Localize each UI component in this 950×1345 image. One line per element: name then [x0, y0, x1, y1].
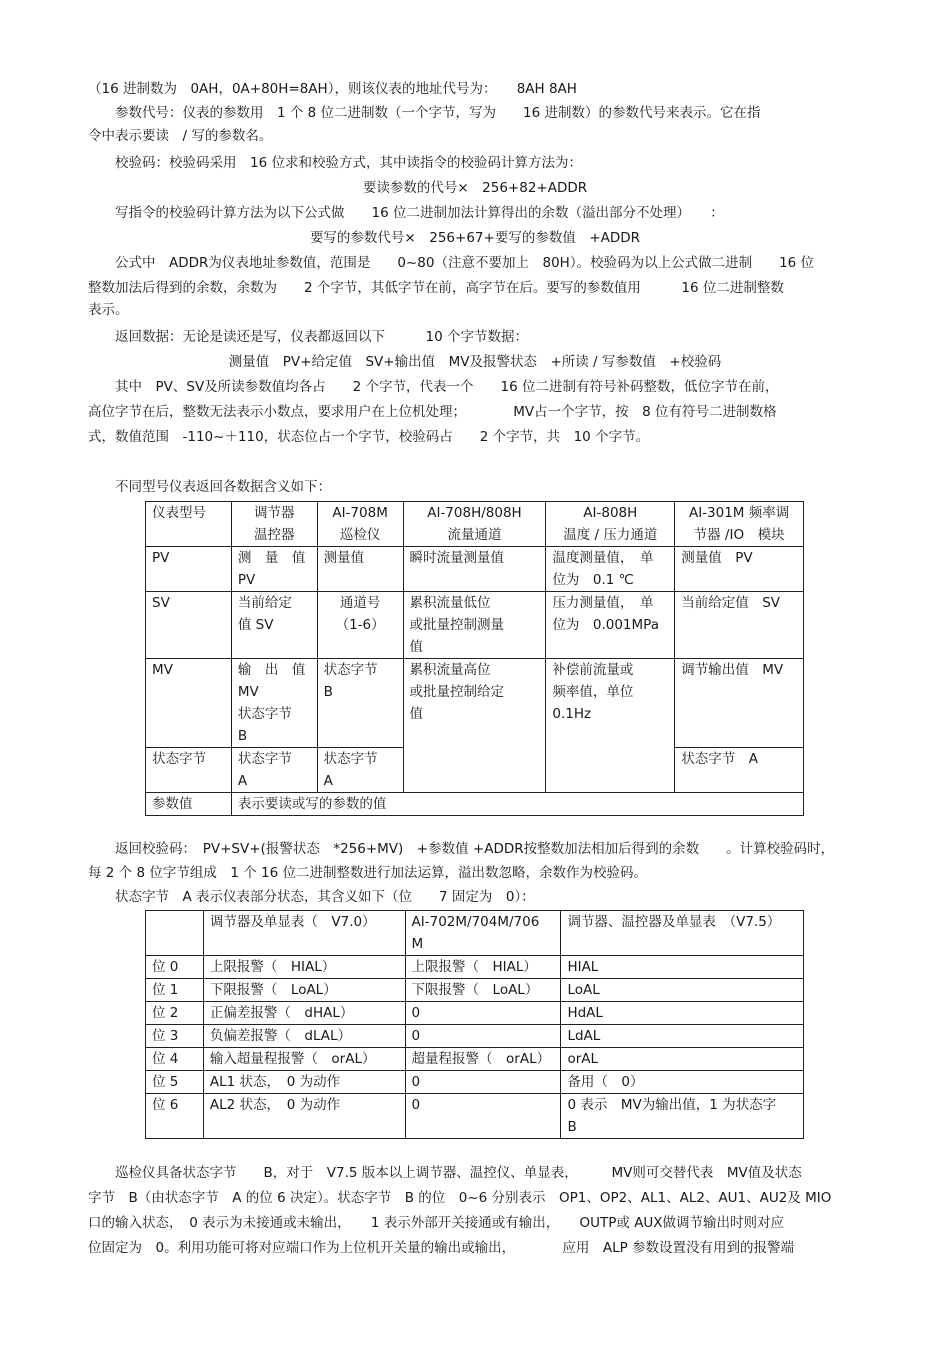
text-line: （16 进制数为 0AH，0A+80H=8AH），则该仪表的地址代号为： 8AH 8AH [88, 81, 577, 97]
table-cell: 下限报警（ LoAL） [405, 979, 561, 1002]
table-cell: 上限报警（ HIAL） [405, 956, 561, 979]
table-cell: SV [146, 592, 232, 659]
table-cell: 状态字节 A [317, 748, 403, 793]
table-cell: PV [146, 547, 232, 592]
text-line: 公式中 ADDR为仪表地址参数值，范围是 0~80（注意不要加上 80H）。校验码为以上公式做二进制 16 位 [88, 255, 815, 271]
instrument-data-table [145, 501, 804, 816]
table-row [146, 1071, 804, 1094]
table-cell: 位 0 [146, 956, 204, 979]
table-row [146, 1025, 804, 1048]
table-cell: 状态字节 [146, 748, 232, 793]
text-line: 返回数据：无论是读还是写，仪表都返回以下 10 个字节数据： [88, 329, 528, 345]
table-header-row [146, 502, 804, 547]
formula-read: 要读参数的代号× 256+82+ADDR [362, 180, 588, 196]
text-line: 写指令的校验码计算方法为以下公式做 16 位二进制加法计算得出的余数（溢出部分不处理） ： [88, 205, 724, 221]
table-cell: 状态字节 B [317, 659, 403, 748]
table2-caption: 状态字节 A 表示仪表部分状态，其含义如下（位 7 固定为 0）： [88, 889, 535, 905]
text-line: 位固定为 0。利用功能可将对应端口作为上位机开关量的输出或输出， 应用 ALP 参数设置没有用到的报警端 [88, 1240, 795, 1256]
table-cell: 调节器 温控器 [231, 502, 317, 547]
table-cell: 表示要读或写的参数的值 [231, 793, 803, 816]
table-row [146, 793, 804, 816]
text-line: 表示。 [88, 302, 129, 318]
table-cell: AI-808H 温度 / 压力通道 [546, 502, 675, 547]
table-cell: 位 6 [146, 1094, 204, 1139]
table-cell: 0 [405, 1002, 561, 1025]
text-line: 高位字节在后，整数无法表示小数点，要求用户在上位机处理； MV占一个字节，按 8 位有符号二进制数格 [88, 404, 777, 420]
table-row [146, 956, 804, 979]
table-cell: MV [146, 659, 232, 748]
table-header-row [146, 911, 804, 956]
table-cell: 温度测量值， 单 位为 0.1 ℃ [546, 547, 675, 592]
table-cell: 调节器及单显表（ V7.0） [203, 911, 405, 956]
status-byte-a-table [145, 910, 804, 1139]
table-cell: 瞬时流量测量值 [403, 547, 546, 592]
table-cell: 通道号 （1-6） [317, 592, 403, 659]
return-data-format: 测量值 PV+给定值 SV+输出值 MV及报警状态 +所读 / 写参数值 +校验码 [228, 354, 722, 370]
table-cell: 位 1 [146, 979, 204, 1002]
table-cell: 位 2 [146, 1002, 204, 1025]
table-cell: AL2 状态， 0 为动作 [203, 1094, 405, 1139]
table-cell: 状态字节 A [675, 748, 804, 793]
text-line: 令中表示要读 / 写的参数名。 [88, 128, 273, 144]
table-cell: AI-708H/808H 流量通道 [403, 502, 546, 547]
table-cell: 输 出 值 MV 状态字节 B [231, 659, 317, 748]
text-line: 字节 B（由状态字节 A 的位 6 决定）。状态字节 B 的位 0~6 分别表示 OP1、OP2、AL1、AL2、AU1、AU2及 MIO [88, 1190, 832, 1206]
text-line: 其中 PV、SV及所读参数值均各占 2 个字节，代表一个 16 位二进制有符号补码整数，低位字节在前， [88, 379, 779, 395]
table-cell: AI-708M 巡检仪 [317, 502, 403, 547]
table-row [146, 1094, 804, 1139]
table-cell: 状态字节 A [231, 748, 317, 793]
text-line: 返回校验码： PV+SV+(报警状态 *256+MV) +参数值 +ADDR按整数加法相加后得到的余数 。计算校验码时， [88, 841, 835, 857]
table-row [146, 1002, 804, 1025]
table-cell: 0 [405, 1025, 561, 1048]
table-row [146, 979, 804, 1002]
table1-caption: 不同型号仪表返回各数据含义如下： [88, 479, 331, 495]
table-cell: HIAL [561, 956, 804, 979]
table-cell: 超量程报警（ orAL） [405, 1048, 561, 1071]
table-cell: orAL [561, 1048, 804, 1071]
table-cell: 累积流量高位 或批量控制给定 值 [403, 659, 546, 793]
table-cell: 0 表示 MV为输出值，1 为状态字 B [561, 1094, 804, 1139]
text-line: 校验码：校验码采用 16 位求和校验方式，其中读指令的校验码计算方法为： [88, 155, 582, 171]
table-cell: 0 [405, 1071, 561, 1094]
table-row [146, 1048, 804, 1071]
table-cell: AL1 状态， 0 为动作 [203, 1071, 405, 1094]
table-cell: 测量值 [317, 547, 403, 592]
formula-write: 要写的参数代号× 256+67+要写的参数值 +ADDR [309, 230, 641, 246]
table-cell: 累积流量低位 或批量控制测量 值 [403, 592, 546, 659]
text-line: 每 2 个 8 位字节组成 1 个 16 位二进制整数进行加法运算，溢出数忽略，余数作为校验码。 [88, 865, 647, 881]
table-cell: 参数值 [146, 793, 232, 816]
table-row [146, 547, 804, 592]
table-cell: 当前给定值 SV [675, 592, 804, 659]
table-cell: LoAL [561, 979, 804, 1002]
table-cell: 调节输出值 MV [675, 659, 804, 748]
table-cell: 仪表型号 [146, 502, 232, 547]
text-line: 式，数值范围 -110~＋110，状态位占一个字节，校验码占 2 个字节，共 10 个字节。 [88, 429, 650, 445]
table-cell: 压力测量值， 单 位为 0.001MPa [546, 592, 675, 659]
table-cell: LdAL [561, 1025, 804, 1048]
table-cell: 补偿前流量或 频率值，单位 0.1Hz [546, 659, 675, 793]
table-cell: 位 3 [146, 1025, 204, 1048]
table-cell: 测 量 值 PV [231, 547, 317, 592]
table-cell [146, 911, 204, 956]
table-cell: 负偏差报警（ dLAL） [203, 1025, 405, 1048]
table-cell: 正偏差报警（ dHAL） [203, 1002, 405, 1025]
text-line: 口的输入状态， 0 表示为未接通或未输出， 1 表示外部开关接通或有输出， OUTP或 AUX做调节输出时则对应 [88, 1215, 785, 1231]
table-cell: 上限报警（ HIAL） [203, 956, 405, 979]
text-line: 巡检仪具备状态字节 B，对于 V7.5 版本以上调节器、温控仪、单显表， MV则可交替代表 MV值及状态 [88, 1165, 802, 1181]
table-cell: 备用（ 0） [561, 1071, 804, 1094]
table-cell: 位 4 [146, 1048, 204, 1071]
table-cell: HdAL [561, 1002, 804, 1025]
table-cell: 下限报警（ LoAL） [203, 979, 405, 1002]
table-cell: 当前给定 值 SV [231, 592, 317, 659]
table-row [146, 592, 804, 659]
table-cell: 测量值 PV [675, 547, 804, 592]
table-cell: 位 5 [146, 1071, 204, 1094]
table-cell: AI-702M/704M/706 M [405, 911, 561, 956]
table-cell: AI-301M 频率调 节器 /IO 模块 [675, 502, 804, 547]
table-row [146, 659, 804, 748]
text-line: 参数代号：仪表的参数用 1 个 8 位二进制数（一个字节，写为 16 进制数）的参数代号来表示。它在指 [88, 105, 761, 121]
text-line: 整数加法后得到的余数，余数为 2 个字节，其低字节在前，高字节在后。要写的参数值用 16 位二进制整数 [88, 280, 784, 296]
table-cell: 0 [405, 1094, 561, 1139]
table-cell: 调节器、温控器及单显表 （V7.5） [561, 911, 804, 956]
table-cell: 输入超量程报警（ orAL） [203, 1048, 405, 1071]
